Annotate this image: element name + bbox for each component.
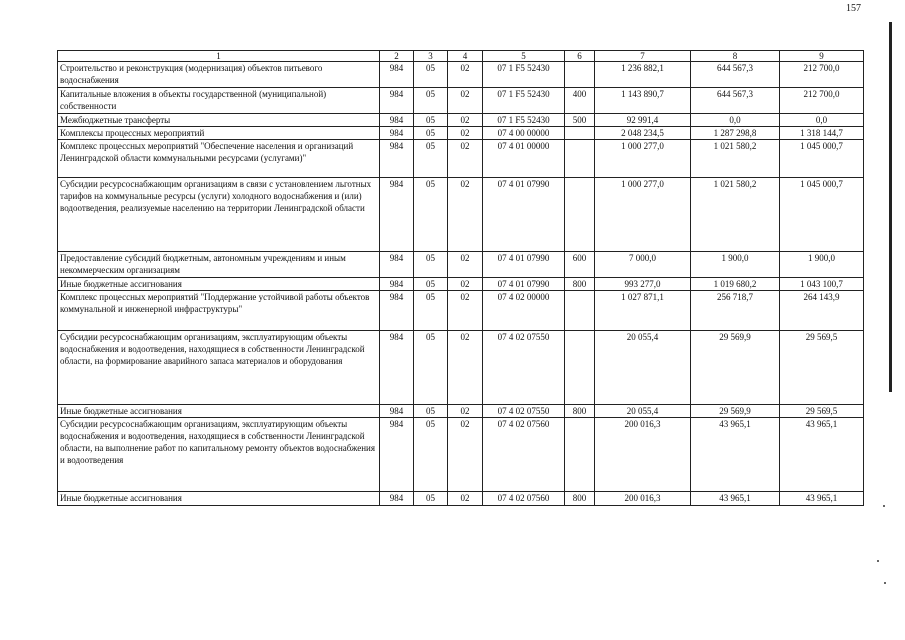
- amount-col-8: 1 900,0: [691, 252, 780, 278]
- expense-type-code: [565, 291, 595, 331]
- target-article-code: 07 4 02 07550: [483, 331, 565, 405]
- scan-mark: [883, 505, 885, 507]
- amount-col-8: 29 569,9: [691, 405, 780, 418]
- column-header: 7: [595, 51, 691, 62]
- amount-col-9: 264 143,9: [780, 291, 864, 331]
- ministry-code: 984: [380, 140, 414, 178]
- section-code: 05: [414, 62, 448, 88]
- target-article-code: 07 4 02 00000: [483, 291, 565, 331]
- subsection-code: 02: [448, 278, 483, 291]
- amount-col-8: 43 965,1: [691, 418, 780, 492]
- subsection-code: 02: [448, 62, 483, 88]
- expense-type-code: 400: [565, 88, 595, 114]
- subsection-code: 02: [448, 492, 483, 506]
- amount-col-9: 1 045 000,7: [780, 178, 864, 252]
- ministry-code: 984: [380, 291, 414, 331]
- amount-col-9: 212 700,0: [780, 62, 864, 88]
- amount-col-8: 644 567,3: [691, 88, 780, 114]
- amount-col-9: 29 569,5: [780, 331, 864, 405]
- target-article-code: 07 4 01 07990: [483, 278, 565, 291]
- target-article-code: 07 1 F5 52430: [483, 62, 565, 88]
- column-header: 3: [414, 51, 448, 62]
- section-code: 05: [414, 252, 448, 278]
- amount-col-8: 1 021 580,2: [691, 178, 780, 252]
- expense-type-code: [565, 62, 595, 88]
- table-row: [58, 88, 864, 114]
- budget-item-name: Межбюджетные трансферты: [58, 114, 380, 127]
- scan-mark: [884, 582, 886, 584]
- table-row: [58, 492, 864, 506]
- amount-col-8: 1 019 680,2: [691, 278, 780, 291]
- amount-col-7: 993 277,0: [595, 278, 691, 291]
- target-article-code: 07 4 02 07560: [483, 492, 565, 506]
- amount-col-9: 1 900,0: [780, 252, 864, 278]
- ministry-code: 984: [380, 127, 414, 140]
- ministry-code: 984: [380, 492, 414, 506]
- table-row: [58, 418, 864, 492]
- target-article-code: 07 4 01 00000: [483, 140, 565, 178]
- column-header: 9: [780, 51, 864, 62]
- amount-col-9: 1 318 144,7: [780, 127, 864, 140]
- subsection-code: 02: [448, 331, 483, 405]
- column-header: 4: [448, 51, 483, 62]
- budget-item-name: Субсидии ресурсоснабжающим организациям, эксплуатирующим объекты водоснабжения и водоотведения, находящиеся в собственности Ленинградской области, на выполнение работ по капитальному ремонту объектов водоснабжения и водоотведения: [58, 418, 380, 492]
- table-row: [58, 291, 864, 331]
- amount-col-7: 200 016,3: [595, 418, 691, 492]
- expense-type-code: 800: [565, 405, 595, 418]
- ministry-code: 984: [380, 278, 414, 291]
- expense-type-code: 800: [565, 278, 595, 291]
- ministry-code: 984: [380, 178, 414, 252]
- amount-col-8: 256 718,7: [691, 291, 780, 331]
- budget-item-name: Комплекс процессных мероприятий "Обеспечение населения и организаций Ленинградской области коммунальными ресурсами (услугами)": [58, 140, 380, 178]
- ministry-code: 984: [380, 252, 414, 278]
- section-code: 05: [414, 178, 448, 252]
- amount-col-8: 1 021 580,2: [691, 140, 780, 178]
- target-article-code: 07 1 F5 52430: [483, 88, 565, 114]
- column-header: 6: [565, 51, 595, 62]
- section-code: 05: [414, 405, 448, 418]
- subsection-code: 02: [448, 140, 483, 178]
- table-row: [58, 405, 864, 418]
- column-header: 8: [691, 51, 780, 62]
- amount-col-7: 1 027 871,1: [595, 291, 691, 331]
- budget-item-name: Субсидии ресурсоснабжающим организациям, эксплуатирующим объекты водоснабжения и водоотведения, находящиеся в собственности Ленинградской области, на формирование аварийного запаса материалов и оборудования: [58, 331, 380, 405]
- ministry-code: 984: [380, 405, 414, 418]
- section-code: 05: [414, 127, 448, 140]
- section-code: 05: [414, 278, 448, 291]
- budget-item-name: Комплексы процессных мероприятий: [58, 127, 380, 140]
- amount-col-9: 1 045 000,7: [780, 140, 864, 178]
- budget-item-name: Иные бюджетные ассигнования: [58, 405, 380, 418]
- ministry-code: 984: [380, 88, 414, 114]
- amount-col-7: 1 236 882,1: [595, 62, 691, 88]
- expense-type-code: [565, 178, 595, 252]
- subsection-code: 02: [448, 178, 483, 252]
- amount-col-7: 92 991,4: [595, 114, 691, 127]
- ministry-code: 984: [380, 62, 414, 88]
- amount-col-8: 29 569,9: [691, 331, 780, 405]
- target-article-code: 07 4 02 07560: [483, 418, 565, 492]
- ministry-code: 984: [380, 331, 414, 405]
- table-row: [58, 140, 864, 178]
- amount-col-8: 0,0: [691, 114, 780, 127]
- subsection-code: 02: [448, 405, 483, 418]
- target-article-code: 07 4 00 00000: [483, 127, 565, 140]
- target-article-code: 07 4 02 07550: [483, 405, 565, 418]
- section-code: 05: [414, 492, 448, 506]
- expense-type-code: [565, 140, 595, 178]
- amount-col-7: 1 000 277,0: [595, 178, 691, 252]
- subsection-code: 02: [448, 114, 483, 127]
- expense-type-code: 800: [565, 492, 595, 506]
- budget-item-name: Предоставление субсидий бюджетным, автономным учреждениям и иным некоммерческим организациям: [58, 252, 380, 278]
- amount-col-7: 7 000,0: [595, 252, 691, 278]
- amount-col-7: 1 143 890,7: [595, 88, 691, 114]
- budget-item-name: Строительство и реконструкция (модернизация) объектов питьевого водоснабжения: [58, 62, 380, 88]
- subsection-code: 02: [448, 252, 483, 278]
- amount-col-9: 43 965,1: [780, 418, 864, 492]
- target-article-code: 07 4 01 07990: [483, 252, 565, 278]
- amount-col-7: 20 055,4: [595, 331, 691, 405]
- subsection-code: 02: [448, 88, 483, 114]
- expense-type-code: [565, 418, 595, 492]
- section-code: 05: [414, 331, 448, 405]
- amount-col-8: 43 965,1: [691, 492, 780, 506]
- section-code: 05: [414, 140, 448, 178]
- amount-col-7: 200 016,3: [595, 492, 691, 506]
- table-row: [58, 114, 864, 127]
- amount-col-8: 644 567,3: [691, 62, 780, 88]
- section-code: 05: [414, 88, 448, 114]
- table-row: [58, 331, 864, 405]
- budget-item-name: Иные бюджетные ассигнования: [58, 492, 380, 506]
- ministry-code: 984: [380, 114, 414, 127]
- expense-type-code: 500: [565, 114, 595, 127]
- subsection-code: 02: [448, 291, 483, 331]
- expense-type-code: [565, 331, 595, 405]
- amount-col-7: 20 055,4: [595, 405, 691, 418]
- subsection-code: 02: [448, 127, 483, 140]
- amount-col-9: 43 965,1: [780, 492, 864, 506]
- budget-item-name: Субсидии ресурсоснабжающим организациям в связи с установлением льготных тарифов на коммунальные ресурсы (услуги) холодного водоснабжения и (или) водоотведения, реализуемые населению на территории Ленинградской области: [58, 178, 380, 252]
- table-row: [58, 62, 864, 88]
- amount-col-9: 212 700,0: [780, 88, 864, 114]
- scan-edge-bar: [889, 22, 892, 392]
- amount-col-9: 0,0: [780, 114, 864, 127]
- budget-table: [57, 50, 864, 506]
- section-code: 05: [414, 114, 448, 127]
- section-code: 05: [414, 291, 448, 331]
- amount-col-7: 2 048 234,5: [595, 127, 691, 140]
- table-row: [58, 127, 864, 140]
- expense-type-code: 600: [565, 252, 595, 278]
- budget-item-name: Иные бюджетные ассигнования: [58, 278, 380, 291]
- column-header: 5: [483, 51, 565, 62]
- expense-type-code: [565, 127, 595, 140]
- section-code: 05: [414, 418, 448, 492]
- page-number: 157: [846, 3, 861, 14]
- table-row: [58, 278, 864, 291]
- target-article-code: 07 4 01 07990: [483, 178, 565, 252]
- amount-col-8: 1 287 298,8: [691, 127, 780, 140]
- subsection-code: 02: [448, 418, 483, 492]
- table-row: [58, 252, 864, 278]
- budget-item-name: Комплекс процессных мероприятий "Поддержание устойчивой работы объектов коммунальной и инженерной инфраструктуры": [58, 291, 380, 331]
- budget-item-name: Капитальные вложения в объекты государственной (муниципальной) собственности: [58, 88, 380, 114]
- table-header-row: [58, 51, 864, 62]
- amount-col-9: 1 043 100,7: [780, 278, 864, 291]
- amount-col-9: 29 569,5: [780, 405, 864, 418]
- table-row: [58, 178, 864, 252]
- column-header: 2: [380, 51, 414, 62]
- ministry-code: 984: [380, 418, 414, 492]
- column-header: 1: [58, 51, 380, 62]
- scan-mark: [877, 560, 879, 562]
- target-article-code: 07 1 F5 52430: [483, 114, 565, 127]
- amount-col-7: 1 000 277,0: [595, 140, 691, 178]
